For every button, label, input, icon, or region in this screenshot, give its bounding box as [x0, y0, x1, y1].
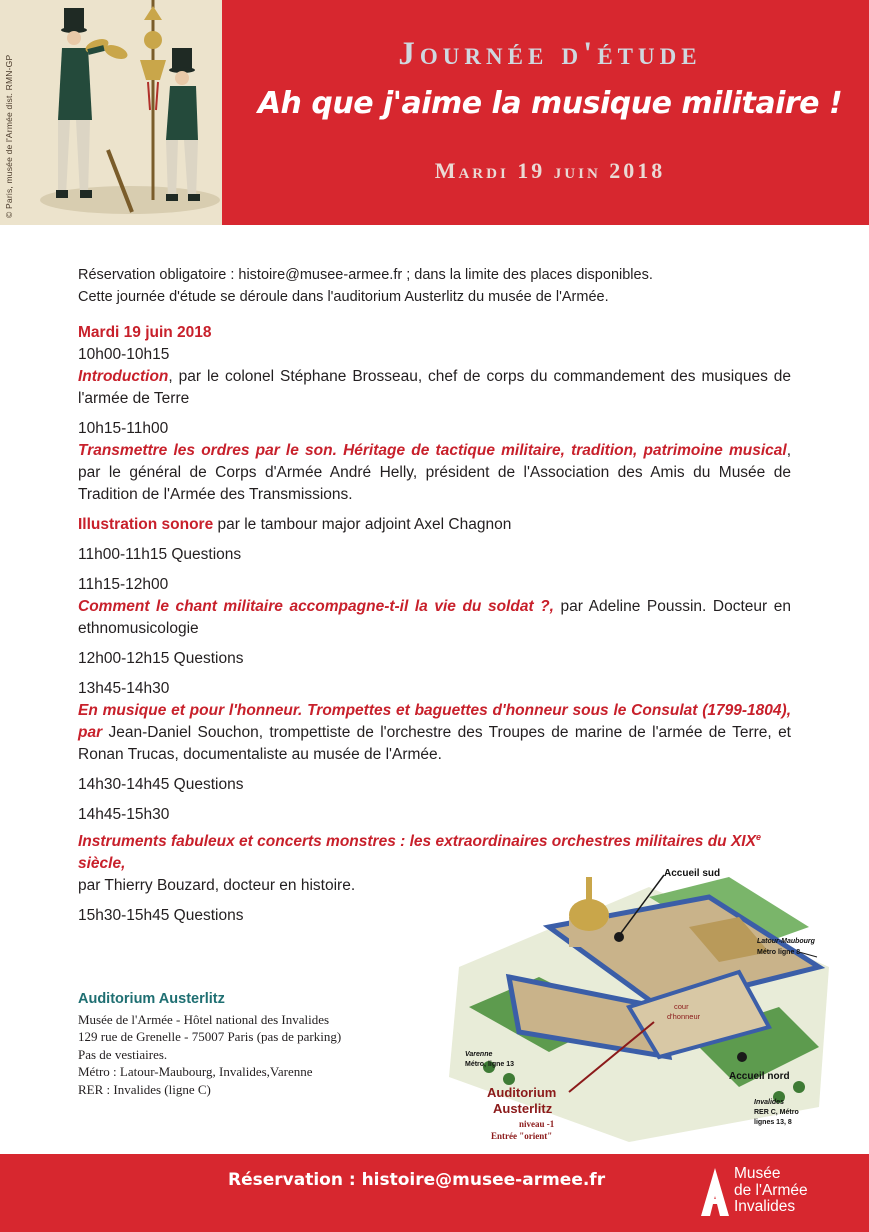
- item-time: 11h15-12h00: [78, 576, 169, 593]
- museum-logo-text: [734, 1166, 808, 1216]
- questions-slot: 12h00-12h15 Questions: [78, 650, 244, 667]
- musicians-illustration: [0, 0, 222, 225]
- map-label-niveau: niveau -1: [519, 1119, 555, 1129]
- map-label-accueil-nord: Accueil nord: [729, 1071, 790, 1082]
- map-label-invalides-lines: lignes 13, 8: [754, 1119, 792, 1126]
- map-label-invalides-rer: RER C, Métro: [754, 1109, 799, 1116]
- item-title: Transmettre les ordres par le son. Héritage de tactique militaire, tradition, patrimoine musical: [78, 442, 787, 459]
- venue-line: RER : Invalides (ligne C): [78, 1081, 211, 1097]
- footer-reservation[interactable]: Réservation : histoire@musee-armee.fr: [228, 1170, 606, 1190]
- event-title: Ah que j'aime la musique militaire !: [257, 86, 843, 121]
- illustration-label: Illustration sonore: [78, 516, 214, 533]
- item-description: [78, 700, 791, 766]
- program-item: [78, 344, 791, 410]
- musicians-drawing: [0, 0, 222, 225]
- item-time: 10h00-10h15: [78, 346, 170, 363]
- item-title: Introduction: [78, 368, 169, 385]
- illustration-performer: par le tambour major adjoint Axel Chagnon: [213, 516, 512, 533]
- event-date: Mardi 19 juin 2018: [434, 158, 666, 183]
- item-title: Comment le chant militaire accompagne-t-il la vie du soldat ?,: [78, 598, 554, 615]
- program-item-illustration: [78, 514, 791, 536]
- item-time: 13h45-14h30: [78, 680, 170, 697]
- item-speaker: par Adeline Poussin. Docteur en ethnomusicologie: [78, 598, 791, 637]
- venue-line: Métro : Latour-Maubourg, Invalides,Varenne: [78, 1064, 313, 1079]
- museum-logo-icon: [700, 1166, 730, 1220]
- venue-line: 129 rue de Grenelle - 75007 Paris (pas de parking): [78, 1029, 342, 1044]
- header-banner: [0, 0, 869, 225]
- item-speaker: par Thierry Bouzard, docteur en histoire.: [78, 877, 356, 895]
- questions-slot: 15h30-15h45 Questions: [78, 907, 244, 925]
- map-label-cour-honneur: d'honneur: [667, 1012, 701, 1021]
- venue-line: Pas de vestiaires.: [78, 1046, 168, 1062]
- map-label-varenne-metro: Métro, ligne 13: [465, 1061, 515, 1068]
- map-label-latour-metro: Métro ligne 8: [757, 949, 801, 956]
- program-item: [78, 678, 791, 766]
- map-label-entree: Entrée "orient": [491, 1131, 553, 1141]
- questions-slot: 14h30-14h45 Questions: [78, 776, 244, 793]
- museum-logo: [700, 1164, 850, 1224]
- photo-credit: © Paris, musée de l'Armée dist. RMN-GP: [4, 54, 14, 218]
- venue-line: Musée de l'Armée - Hôtel national des Invalides: [78, 1011, 330, 1027]
- item-title: En musique et pour l'honneur. Trompettes et baguettes d'honneur sous le Consulat (1799-1804), par: [78, 702, 791, 741]
- site-map: [449, 857, 829, 1142]
- logo-line-3: Invalides: [734, 1198, 796, 1215]
- location-notice: Cette journée d'étude se déroule dans l'auditorium Austerlitz du musée de l'Armée.: [78, 289, 609, 305]
- intro-text: [78, 264, 798, 308]
- venue-title: Auditorium Austerlitz: [78, 991, 225, 1007]
- event-type: Journée d'étude: [398, 36, 702, 72]
- map-label-auditorium: Auditorium: [487, 1085, 557, 1100]
- logo-line-2: de l'Armée: [734, 1181, 808, 1199]
- item-title-sup: e: [755, 832, 761, 842]
- item-time: 10h15-11h00: [78, 420, 169, 437]
- item-title-end: siècle,: [78, 855, 126, 873]
- item-title-main: Instruments fabuleux et concerts monstres : les extraordinaires orchestres militaires du XIX: [78, 833, 756, 851]
- item-description: [78, 596, 791, 640]
- item-description: [78, 440, 791, 506]
- venue-info: [78, 991, 418, 1098]
- map-label-invalides: Invalides: [754, 1099, 784, 1106]
- logo-line-1: Musée: [734, 1165, 781, 1182]
- footer-banner: [0, 1154, 869, 1232]
- program-item: [78, 574, 791, 640]
- item-speaker: , par le général de Corps d'Armée André Helly, président de l'Association des Amis du Musée de Tradition de l'Armée des Transmissions.: [78, 442, 791, 503]
- item-speaker: Jean-Daniel Souchon, trompettiste de l'orchestre des Troupes de marine de l'armée de Terre, et Ronan Trucas, documentaliste au musée de l'Armée.: [78, 724, 791, 763]
- map-label-latour: Latour-Maubourg: [757, 938, 815, 945]
- item-time: 14h45-15h30: [78, 806, 170, 823]
- invalides-map-drawing: [449, 857, 829, 1142]
- program: [78, 322, 791, 935]
- map-label-varenne: Varenne: [465, 1051, 493, 1058]
- map-label-accueil-sud: Accueil sud: [664, 868, 721, 879]
- item-description: [78, 366, 791, 410]
- item-speaker: , par le colonel Stéphane Brosseau, chef de corps du commandement des musiques de l'armée de Terre: [78, 368, 791, 407]
- reservation-notice: Réservation obligatoire : histoire@musee-armee.fr ; dans la limite des places disponibles.: [78, 267, 653, 283]
- map-label-austerlitz: Austerlitz: [493, 1101, 553, 1116]
- questions-slot: 11h00-11h15 Questions: [78, 546, 242, 563]
- program-day: Mardi 19 juin 2018: [78, 324, 212, 341]
- program-item: [78, 418, 791, 506]
- map-label-cour: cour: [674, 1002, 689, 1011]
